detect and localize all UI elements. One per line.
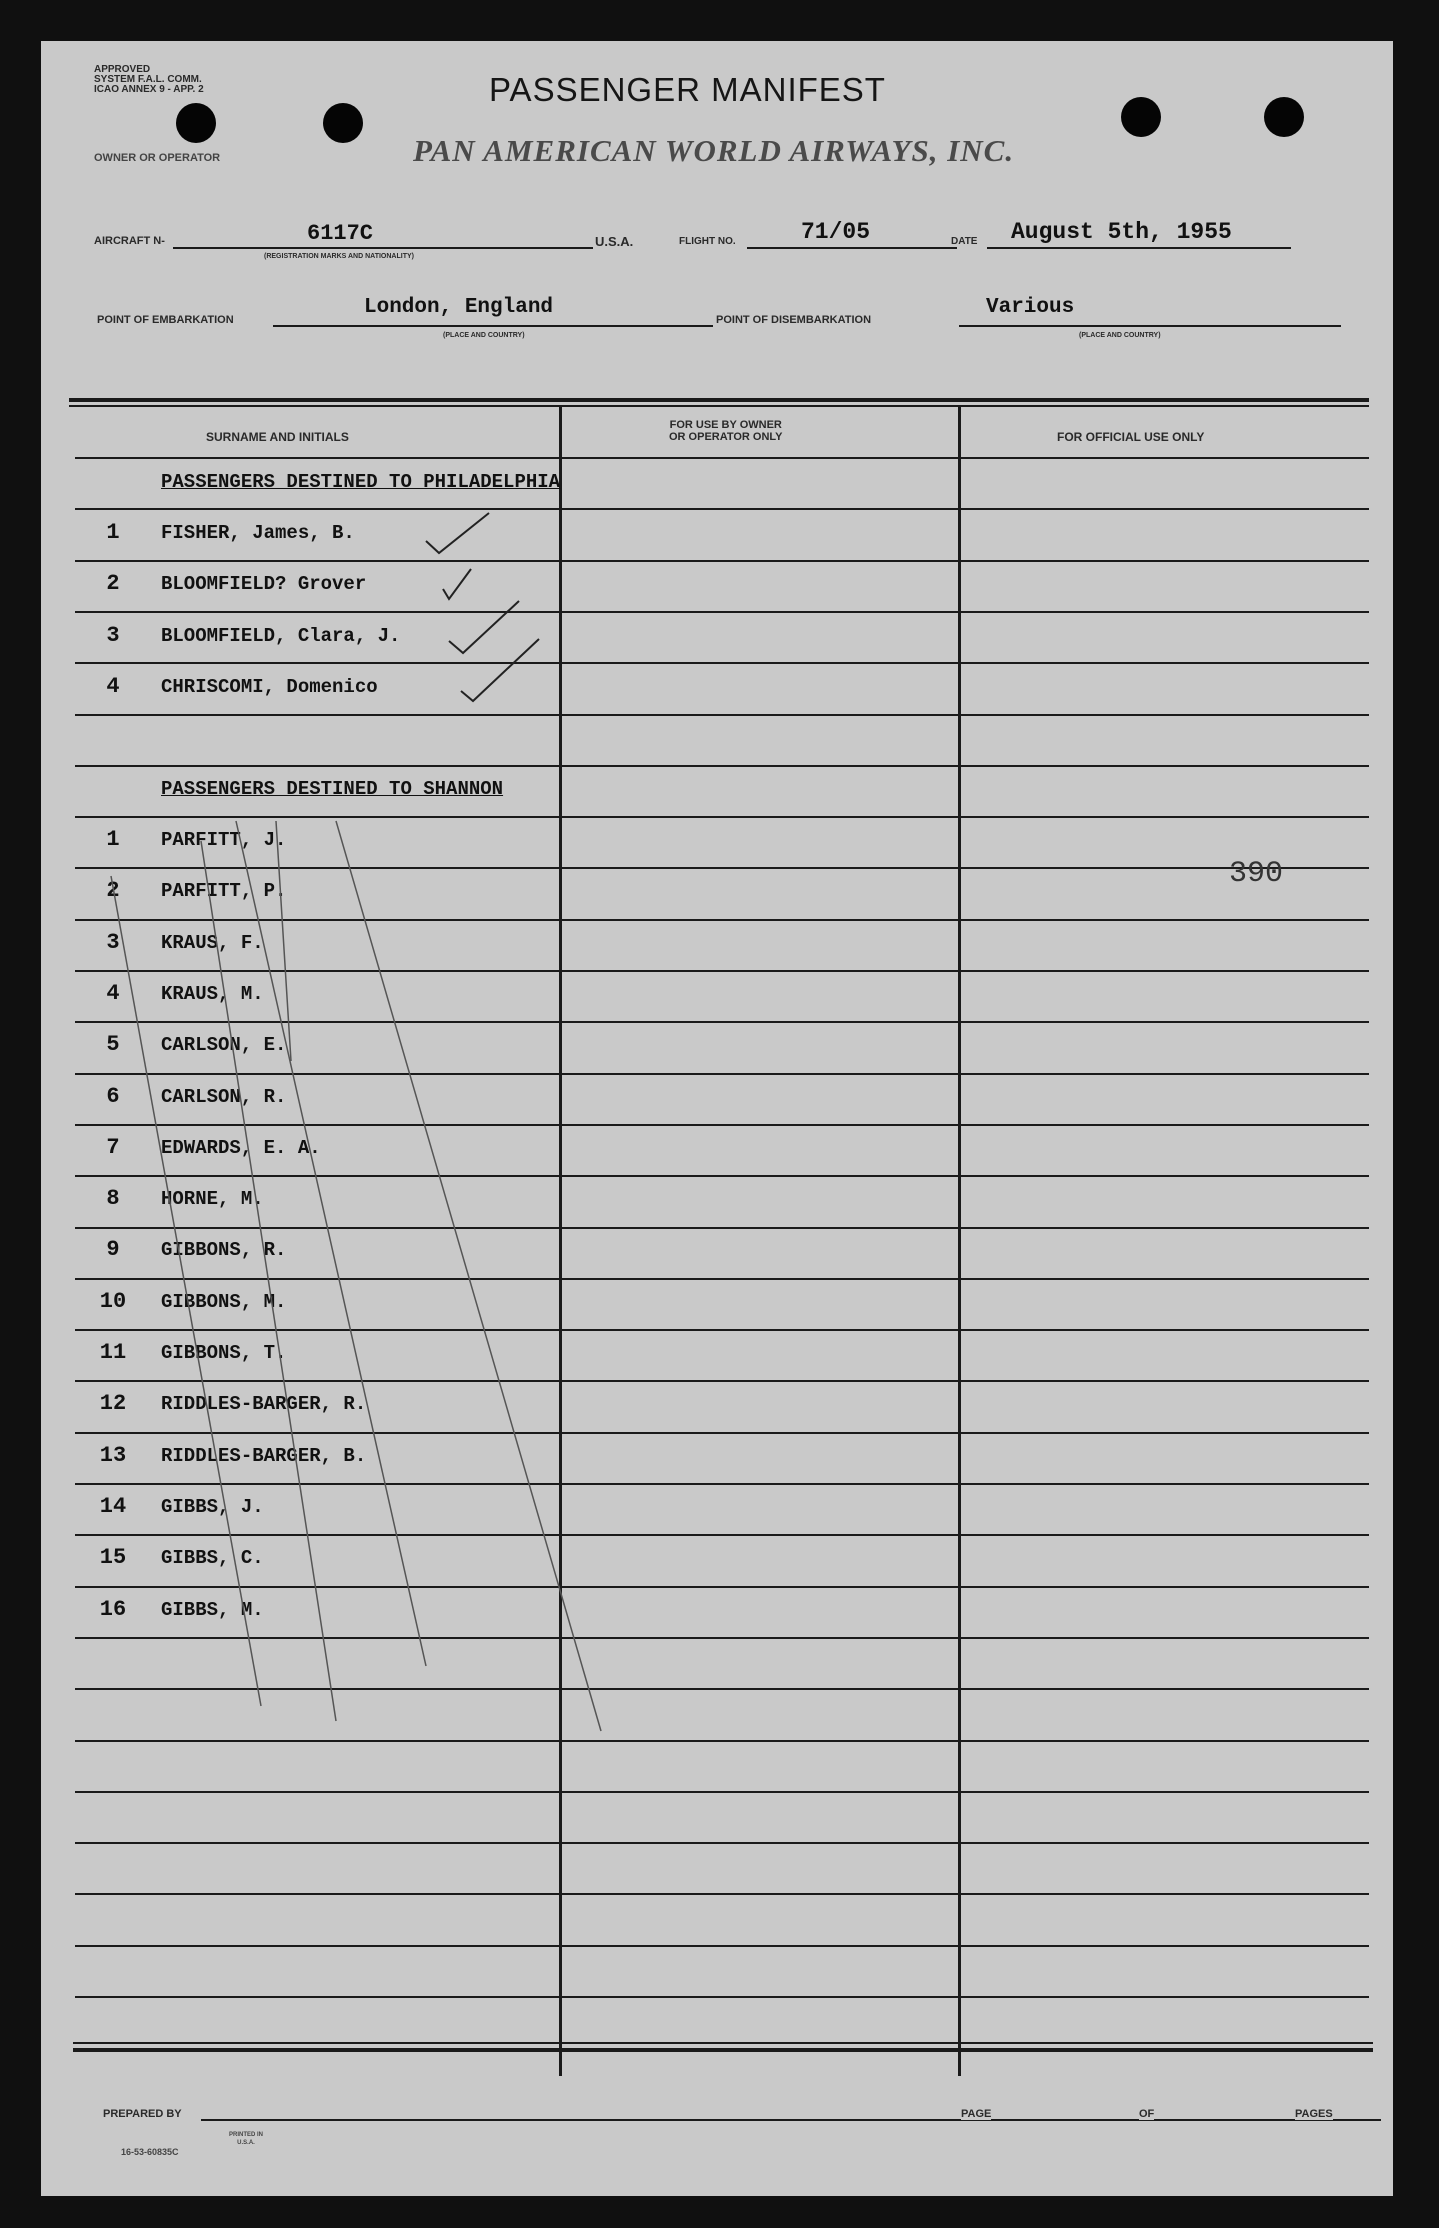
passenger-number: 5 <box>106 1032 120 1058</box>
passenger-number: 1 <box>106 520 120 545</box>
passenger-number: 4 <box>106 673 120 699</box>
passenger-number: 2 <box>106 571 120 597</box>
section-heading-shannon: PASSENGERS DESTINED TO SHANNON <box>161 778 504 800</box>
flight-label: FLIGHT NO. <box>679 236 736 247</box>
passenger-number: 4 <box>106 980 120 1006</box>
prepared-by-label: PREPARED BY <box>103 2108 182 2120</box>
passenger-number: 3 <box>106 622 120 648</box>
passenger-name: FISHER, James, B. <box>161 522 355 544</box>
check-mark <box>449 601 519 653</box>
passenger-number: 9 <box>106 1237 120 1263</box>
check-mark <box>426 513 489 553</box>
form-code: 16-53-60835C <box>121 2147 179 2157</box>
flight-date: August 5th, 1955 <box>1011 219 1232 245</box>
passenger-number: 14 <box>99 1493 127 1519</box>
check-mark <box>443 569 471 599</box>
embarkation-label: POINT OF EMBARKATION <box>97 314 234 326</box>
passenger-number: 3 <box>106 929 120 955</box>
passenger-name: CARLSON, R. <box>161 1085 287 1108</box>
passenger-name: PARFITT, P. <box>161 880 287 903</box>
column-header-owner-line: OR OPERATOR ONLY <box>669 431 783 443</box>
pencil-strokes <box>111 821 601 1731</box>
approval-line: APPROVED <box>94 64 151 75</box>
pencil-marks <box>41 41 1393 2196</box>
of-label: OF <box>1139 2108 1155 2120</box>
pages-label: PAGES <box>1295 2108 1333 2120</box>
passenger-name: GIBBS, C. <box>161 1547 264 1570</box>
page-label: PAGE <box>961 2108 992 2120</box>
approval-line: SYSTEM F.A.L. COMM. <box>94 74 202 85</box>
stamp-number: 390 <box>1229 857 1284 891</box>
passenger-name: BLOOMFIELD, Clara, J. <box>161 624 401 647</box>
passenger-number: 16 <box>99 1596 127 1622</box>
passenger-number: 6 <box>106 1083 120 1109</box>
usa-label: U.S.A. <box>595 234 634 249</box>
passenger-number: 12 <box>99 1391 127 1417</box>
column-header-surname: SURNAME AND INITIALS <box>206 430 349 444</box>
date-label: DATE <box>951 236 978 247</box>
passenger-name: PARFITT, J. <box>161 829 287 851</box>
column-header-owner-line: FOR USE BY OWNER <box>669 419 782 431</box>
approval-line: ICAO ANNEX 9 - APP. 2 <box>94 84 204 95</box>
printed-stamp: PRINTED IN U.S.A. <box>229 2132 264 2146</box>
check-marks <box>426 513 539 701</box>
field-underline <box>201 2119 1381 2121</box>
aircraft-number: 6117C <box>307 221 374 246</box>
flight-number: 71/05 <box>801 219 871 245</box>
passenger-name: EDWARDS, E. A. <box>161 1136 321 1159</box>
check-mark <box>461 639 539 701</box>
passenger-number: 13 <box>99 1442 127 1468</box>
passenger-name: GIBBONS, T. <box>161 1342 287 1364</box>
passenger-name: KRAUS, F. <box>161 931 264 954</box>
disembarkation-sublabel: (PLACE AND COUNTRY) <box>1079 332 1161 339</box>
passenger-name: GIBBS, J. <box>161 1495 264 1518</box>
passenger-number: 8 <box>106 1186 120 1212</box>
passenger-number: 1 <box>106 827 120 852</box>
passenger-name: HORNE, M. <box>161 1188 264 1211</box>
passenger-name: RIDDLES-BARGER, R. <box>161 1393 367 1416</box>
passenger-name: CHRISCOMI, Domenico <box>161 675 378 698</box>
disembarkation-label: POINT OF DISEMBARKATION <box>716 314 872 326</box>
column-header-official: FOR OFFICIAL USE ONLY <box>1057 430 1205 444</box>
passenger-number: 7 <box>106 1134 120 1160</box>
operator-name: PAN AMERICAN WORLD AIRWAYS, INC. <box>413 133 1015 168</box>
owner-operator-label: OWNER OR OPERATOR <box>94 152 221 164</box>
aircraft-label: AIRCRAFT N- <box>94 235 165 247</box>
passenger-number: 15 <box>99 1545 127 1571</box>
passenger-number: 10 <box>99 1288 127 1314</box>
embarkation-point: London, England <box>364 296 554 319</box>
manifest-page <box>41 41 1393 2196</box>
section-heading-philadelphia: PASSENGERS DESTINED TO PHILADELPHIA <box>161 471 561 493</box>
passenger-name: RIDDLES-BARGER, B. <box>161 1444 367 1467</box>
passenger-number: 2 <box>106 878 120 904</box>
aircraft-sublabel: (REGISTRATION MARKS AND NATIONALITY) <box>264 253 414 260</box>
passenger-name: CARLSON, E. <box>161 1034 287 1057</box>
form-title: PASSENGER MANIFEST <box>489 71 886 108</box>
passenger-name: KRAUS, M. <box>161 982 264 1005</box>
passenger-name: BLOOMFIELD? Grover <box>161 573 367 596</box>
passenger-number: 11 <box>99 1340 127 1365</box>
passenger-name: GIBBONS, R. <box>161 1239 287 1262</box>
embarkation-sublabel: (PLACE AND COUNTRY) <box>443 332 525 339</box>
passenger-name: GIBBS, M. <box>161 1598 264 1621</box>
disembarkation-point: Various <box>986 296 1075 319</box>
passenger-name: GIBBONS, M. <box>161 1290 287 1313</box>
